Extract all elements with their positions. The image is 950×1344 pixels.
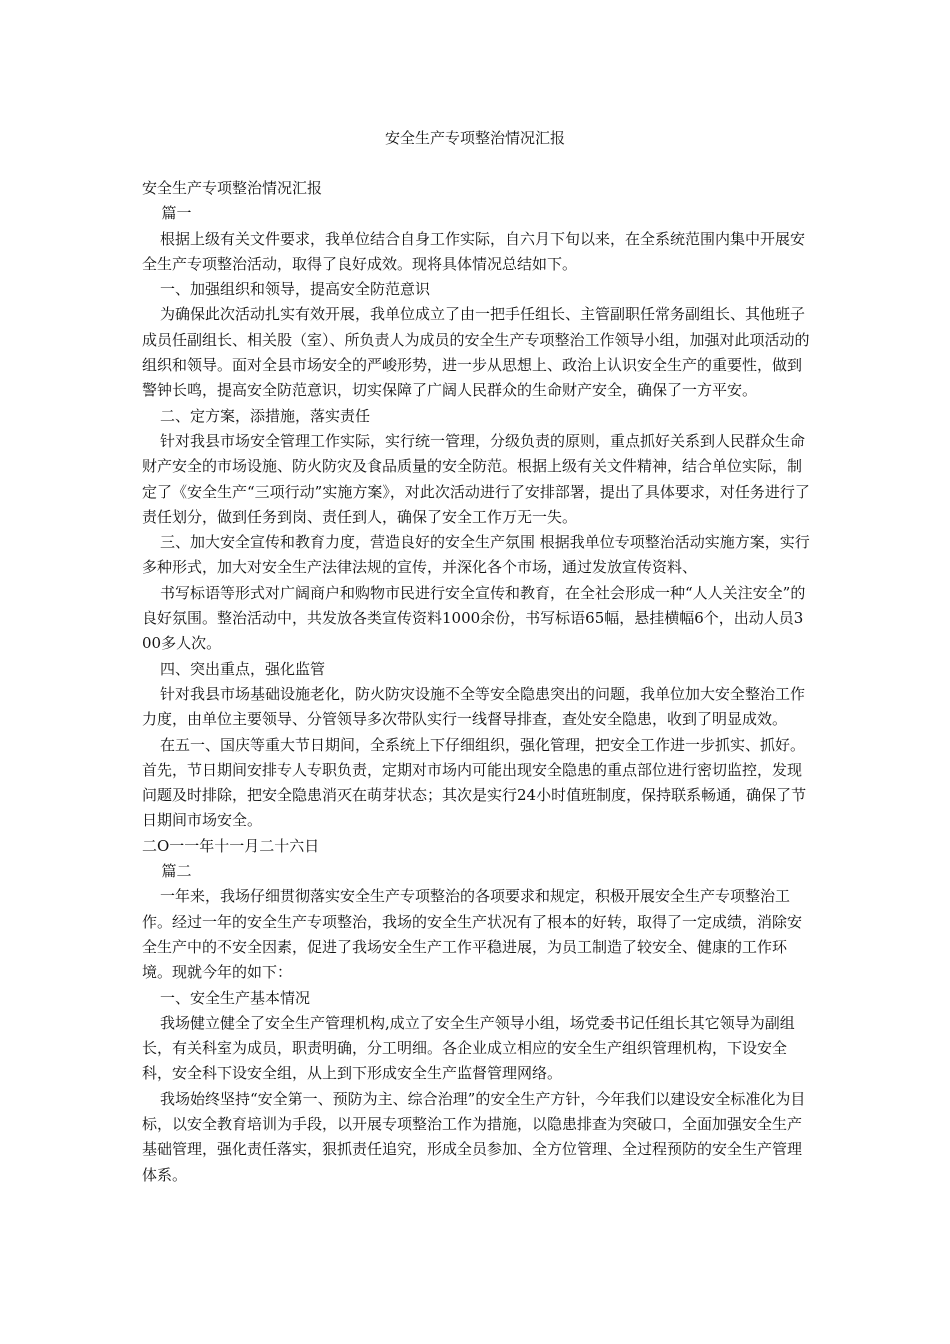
paragraph: 二、定方案，添措施，落实责任 [160,406,371,425]
document-body [142,176,812,1188]
paragraph: 在五一、国庆等重大节日期间，全系统上下仔细组织，强化管理，把安全工作进一步抓实、抓好。首先，节日期间安排专人专职负责，定期对市场内可能出现安全隐患的重点部位进行密切监控，发现问题及时排除，把安全隐患消灭在萌芽状态；其次是实行24小时值班制度，保持联系畅通，确保了节日期间市场安全。 [142,735,807,830]
paragraph: 一、安全生产基本情况 [160,988,311,1007]
paragraph: 三、加大安全宣传和教育力度，营造良好的安全生产氛围 根据我单位专项整治活动实施方案，实行多种形式，加大对安全生产法律法规的宣传，并深化各个市场，通过发放宣传资料、 [142,533,810,577]
paragraph: 根据上级有关文件要求，我单位结合自身工作实际，自六月下旬以来，在全系统范围内集中开展安全生产专项整治活动，取得了良好成效。现将具体情况总结如下。 [142,229,806,273]
paragraph: 一、加强组织和领导，提高安全防范意识 [160,280,431,299]
paragraph: 篇二 [161,862,192,881]
paragraph: 为确保此次活动扎实有效开展，我单位成立了由一把手任组长、主管副职任常务副组长、其他班子成员任副组长、相关股（室）、所负责人为成员的安全生产专项整治工作领导小组，加强对此项活动的组织和领导。面对全县市场安全的严峻形势，进一步从思想上、政治上认识安全生产的重要性，做到警钟长鸣，提高安全防范意识，切实保障了广阔人民群众的生命财产安全，确保了一方平安。 [142,305,810,400]
paragraph: 一年来，我场仔细贯彻落实安全生产专项整治的各项要求和规定，积极开展安全生产专项整治工作。经过一年的安全生产专项整治，我场的安全生产状况有了根本的好转，取得了一定成绩，消除安全生产中的不安全因素，促进了我场安全生产工作平稳进展，为员工制造了较安全、健康的工作环境。现就今年的如下： [142,887,803,982]
paragraph: 书写标语等形式对广阔商户和购物市民进行安全宣传和教育，在全社会形成一种“人人关注安全”的良好氛围。整治活动中，共发放各类宣传资料1000余份，书写标语65幅，悬挂横幅6个，出动人员300多人次。 [142,583,806,653]
document-title: 安全生产专项整治情况汇报 [384,129,565,147]
paragraph: 二O一一年十一月二十六日 [142,836,320,855]
paragraph: 我场健立健全了安全生产管理机构,成立了安全生产领导小组，场党委书记任组长其它领导为副组长，有关科室为成员，职责明确，分工明细。各企业成立相应的安全生产组织管理机构，下设安全科，安全科下设安全组，从上到下形成安全生产监督管理网络。 [142,1013,795,1083]
paragraph: 针对我县市场基础设施老化，防火防灾设施不全等安全隐患突出的问题，我单位加大安全整治工作力度，由单位主要领导、分管领导多次带队实行一线督导排查，查处安全隐患，收到了明显成效。 [142,684,806,729]
paragraph: 安全生产专项整治情况汇报 [142,179,323,197]
paragraph: 针对我县市场安全管理工作实际，实行统一管理，分级负责的原则，重点抓好关系到人民群众生命财产安全的市场设施、防火防灾及食品质量的安全防范。根据上级有关文件精神，结合单位实际，制定了《安全生产“三项行动”实施方案》，对此次活动进行了安排部署，提出了具体要求，对任务进行了责任划分，做到任务到岗、责任到人，确保了安全工作万无一失。 [142,431,810,526]
paragraph: 四、突出重点，强化监管 [160,659,326,678]
paragraph: 篇一 [161,204,192,223]
paragraph: 我场始终坚持“安全第一、预防为主、综合治理”的安全生产方针，今年我们以建设安全标准化为目标，以安全教育培训为手段，以开展专项整治工作为措施，以隐患排查为突破口，全面加强安全生产基础管理，强化责任落实，狠抓责任追究，形成全员参加、全方位管理、全过程预防的安全生产管理体系。 [142,1089,806,1184]
